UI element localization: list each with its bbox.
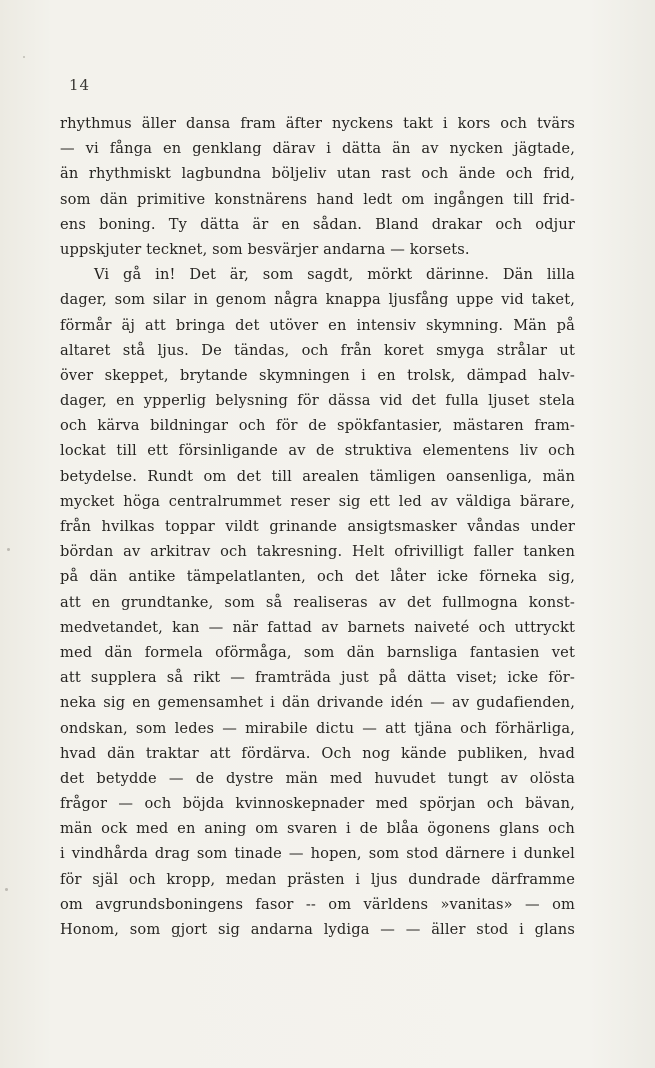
text-line: från hvilkas toppar vildt grinande ansigtsmasker våndas under (60, 518, 575, 535)
text-line: med dän formela oförmåga, som dän barnsliga fantasien vet (60, 643, 575, 661)
text-line: lockat till ett försinligande av de struktiva elementens liv och (60, 442, 575, 460)
text-line: dager, en ypperlig belysning för dässa vid det fulla ljuset stela (60, 392, 575, 410)
text-line: frågor — och böjda kvinnoskepnader med spörjan och bävan, (60, 795, 575, 813)
text-line: rhythmus äller dansa fram äfter nyckens takt i kors och tvärs (60, 115, 575, 132)
text-line: betydelse. Rundt om det till arealen tämligen oansenliga, män (60, 467, 575, 485)
text-line: att supplera så rikt — framträda just på dätta viset; icke för- (60, 669, 575, 687)
text-line: Vi gå in! Det är, som sagdt, mörkt därinne. Dän lilla (94, 266, 575, 284)
text-line: i vindhårda drag som tinade — hopen, som stod därnere i dunkel (60, 845, 575, 863)
text-line: neka sig en gemensamhet i dän drivande idén — av gudafienden, (60, 694, 575, 712)
text-line: uppskjuter tecknet, som besvärjer andarna — korsets. (60, 240, 470, 258)
text-line: på dän antike tämpelatlanten, och det låter icke förneka sig, (60, 568, 575, 586)
text-line: Honom, som gjort sig andarna lydiga — — äller stod i glans (60, 921, 575, 938)
paper-speck (7, 548, 10, 551)
page-number: 14 (69, 76, 91, 94)
text-line: än rhythmiskt lagbundna böljeliv utan rast och ände och frid, (60, 165, 575, 183)
text-line: altaret stå ljus. De tändas, och från koret smyga strålar ut (60, 341, 575, 359)
text-line: om avgrundsboningens fasor -- om världens »vanitas» — om (60, 895, 575, 913)
text-line: dager, som silar in genom några knappa ljusfång uppe vid taket, (60, 291, 575, 309)
text-line: att en grundtanke, som så realiseras av det fullmogna konst- (60, 593, 575, 611)
text-line: ens boning. Ty dätta är en sådan. Bland drakar och odjur (60, 215, 575, 233)
text-line: det betydde — de dystre män med huvudet tungt av olösta (60, 769, 575, 787)
text-line: hvad dän traktar att fördärva. Och nog kände publiken, hvad (60, 744, 575, 762)
body-text (60, 111, 575, 942)
text-line: för själ och kropp, medan prästen i ljus dundrade därframme (60, 870, 575, 888)
text-line: medvetandet, kan — när fattad av barnets naiveté och uttryckt (60, 618, 575, 636)
paper-speck (5, 888, 8, 891)
text-line: bördan av arkitrav och takresning. Helt ofrivilligt faller tanken (60, 543, 575, 561)
text-line: — vi fånga en genklang därav i dätta än av nycken jägtade, (60, 140, 575, 158)
text-line: och kärva bildningar och för de spökfantasier, mästaren fram- (60, 417, 575, 435)
text-line: över skeppet, brytande skymningen i en trolsk, dämpad halv- (60, 366, 575, 384)
text-line: mycket höga centralrummet reser sig ett led av väldiga bärare, (60, 492, 575, 510)
text-line: män ock med en aning om svaren i de blåa ögonens glans och (60, 820, 575, 838)
text-line: som dän primitive konstnärens hand ledt om ingången till frid- (60, 190, 575, 208)
text-line: förmår äj att bringa det utöver en intensiv skymning. Män på (60, 316, 575, 334)
text-line: ondskan, som ledes — mirabile dictu — att tjäna och förhärliga, (60, 719, 575, 737)
paper-speck (23, 56, 25, 58)
